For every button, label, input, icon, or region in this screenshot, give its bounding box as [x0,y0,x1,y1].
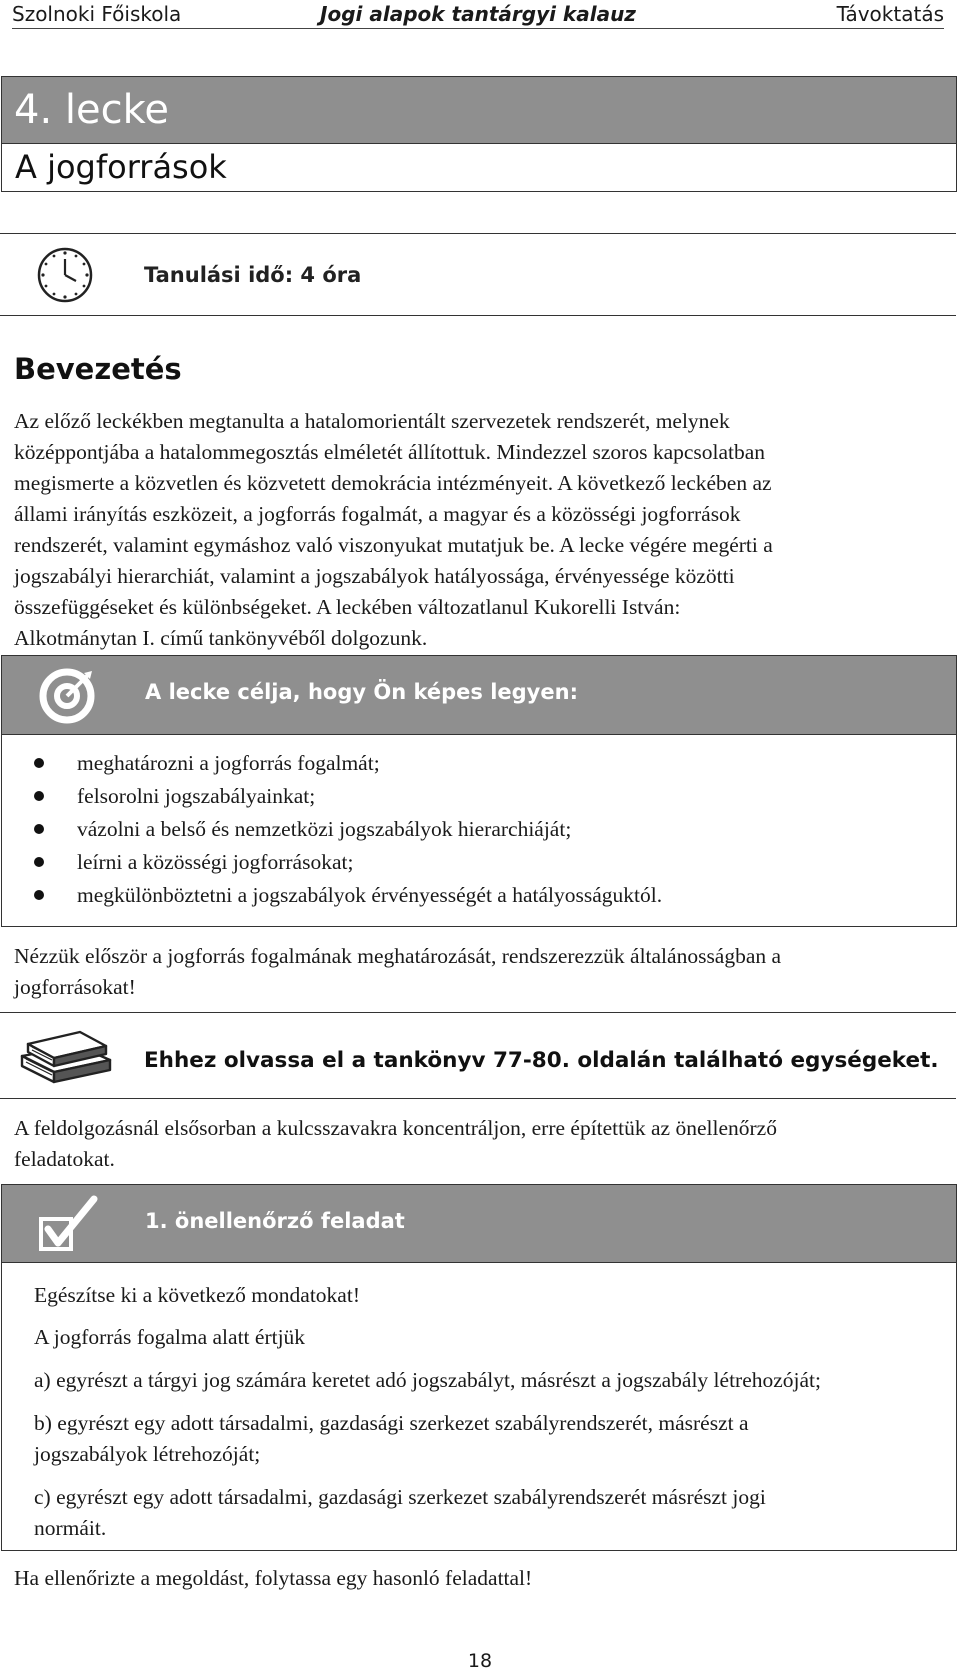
clock-icon [36,246,94,309]
list-item: felsorolni jogszabályainkat; [2,780,956,813]
task-instruction: Egészítse ki a következő mondatokat! [34,1283,360,1307]
overview-paragraph [14,941,944,1003]
focus-line: A feldolgozásnál elsősorban a kulcsszavakra koncentráljon, erre építettük az önellenőrző [14,1116,777,1140]
list-item: megkülönböztetni a jogszabályok érvényességét a hatályosságuktól. [2,879,956,912]
header-delivery-mode: Távoktatás [836,2,944,26]
overview-line: Nézzük először a jogforrás fogalmának meghatározását, rendszerezzük általánosságban a [14,944,782,968]
task-option-c: c) egyrészt egy adott társadalmi, gazdasági szerkezet szabályrendszerét másrészt jogi normáit. [34,1485,766,1540]
bullet-icon [34,824,44,834]
closing-text: Ha ellenőrizte a megoldást, folytassa egy hasonló feladattal! [14,1566,533,1590]
goals-heading: A lecke célja, hogy Ön képes legyen: [145,680,578,704]
intro-line: megismerte a közvetlen és közvetett demokrácia intézményeit. A következő leckében az [14,471,772,495]
intro-line: Alkotmánytan I. című tankönyvéből dolgozunk. [14,626,428,650]
bullet-icon [34,857,44,867]
list-item: vázolni a belső és nemzetközi jogszabályok hierarchiáját; [2,813,956,846]
goals-box [1,655,957,927]
focus-line: feladatokat. [14,1147,115,1171]
target-icon [38,667,96,730]
goals-header [2,656,956,735]
intro-line: középpontjába a hatalommegosztás elméletét állítottuk. Mindezzel szoros kapcsolatban [14,440,766,464]
lesson-number: 4. lecke [2,77,956,144]
list-item: meghatározni a jogforrás fogalmát; [2,747,956,780]
divider [0,1012,956,1013]
divider [0,1098,956,1099]
intro-line: Az előző leckékben megtanulta a hatalomorientált szervezetek rendszerét, melynek [14,409,730,433]
page-number: 18 [467,1650,493,1672]
header-institution: Szolnoki Főiskola [12,2,182,26]
goals-list [2,735,956,912]
self-check-heading: 1. önellenőrző feladat [145,1209,405,1233]
checkmark-icon [38,1195,100,1260]
focus-paragraph [14,1113,944,1175]
bullet-icon [34,890,44,900]
books-icon [18,1026,114,1095]
task-option-b: b) egyrészt egy adott társadalmi, gazdasági szerkezet szabályrendszerét, másrészt a jogszabályok létrehozóját; [34,1411,749,1466]
bullet-icon [34,758,44,768]
divider [0,233,956,234]
running-header [12,0,944,29]
divider [0,315,956,316]
intro-line: jogszabályi hierarchiát, valamint a jogszabályok hatályossága, érvényessége közötti [14,564,735,588]
intro-line: állami irányítás eszközeit, a jogforrás fogalmát, a magyar és a közösségi jogforrások [14,502,741,526]
self-check-box [1,1184,957,1551]
lesson-title: A jogforrások [15,148,227,186]
reading-instruction: Ehhez olvassa el a tankönyv 77-80. oldalán található egységeket. [144,1048,939,1073]
study-time-label: Tanulási idő: 4 óra [144,263,362,287]
task-question: A jogforrás fogalma alatt értjük [34,1325,306,1349]
intro-heading: Bevezetés [14,352,182,386]
intro-paragraph [14,406,944,654]
bullet-icon [34,791,44,801]
intro-line: összefüggéseket és különbségeket. A leckében változatlanul Kukorelli István: [14,595,681,619]
task-option-a: a) egyrészt a tárgyi jog számára keretet adó jogszabályt, másrészt a jogszabály létrehozóját; [34,1368,821,1392]
list-item: leírni a közösségi jogforrásokat; [2,846,956,879]
intro-line: rendszerét, valamint egymáshoz való viszonyukat mutatjuk be. A lecke végére megérti a [14,533,773,557]
header-course-title: Jogi alapok tantárgyi kalauz [320,2,636,26]
overview-line: jogforrásokat! [14,975,136,999]
self-check-header [2,1185,956,1263]
lesson-title-box [1,76,957,192]
